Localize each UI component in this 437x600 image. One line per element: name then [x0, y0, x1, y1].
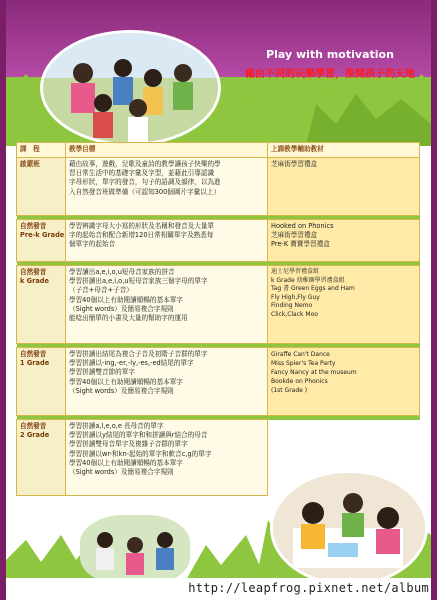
goals-cell: 學習辨識字母大小寫的形狀及名稱和發音及大量單 字的起始音和配合新增120日常相關單字及熟悉每 個單字的起始音: [66, 220, 268, 262]
classroom-photo-bottom-left: [80, 515, 190, 585]
table-row: [17, 158, 420, 216]
classroom-photo-top: [40, 30, 221, 146]
header-subtitle: 藉由不同的玩樂學習，推開孩子的天地: [245, 69, 415, 80]
goals-cell: 學習拼讀出結尾為複合子音及初階子音群的單字 學習拼讀以-ing,-er,-ly,-es,-ed結尾的單字 學習拼讀雙音節的單字 學習40個以上有助閱讀順暢的基本單字 （Sight words）及簡易複合字規則: [66, 348, 268, 416]
course-cell: 自然發音 2 Grade: [17, 420, 66, 496]
course-cell: 自然發音 Pre-k Grade: [17, 220, 66, 262]
materials-cell: 芝麻街學習禮盒: [268, 158, 420, 216]
table-header-row: [17, 143, 420, 158]
materials-cell: Giraffe Can't Dance Miss Spier's Tea Party Fancy Nancy at the museum Bookde on Phonics (1st Grade ): [268, 348, 420, 416]
classroom-photo-bottom-right: [270, 470, 428, 586]
goals-cell: 藉由故事，遊戲，兒歌及童詩的教學讓孩子快樂的學 習日常生活中的基礎字彙及字型，並藉此引導認識 字母形狀，單字的發音，句子的語調及韻律，以為進 入自然發音班做準備（可認知300個圖片字彙以上）: [66, 158, 268, 216]
header-course: 課 程: [17, 143, 66, 158]
course-cell: 啟蒙班: [17, 158, 66, 216]
table-row: [17, 220, 420, 262]
materials-cell: 迪士尼學習禮盒組 k Grade 幼稚園學習禮盒組 Tag 書 Green Eggs and Ham Fly High,Fly Guy Finding Nemo Click,Clack Moo: [268, 266, 420, 344]
course-cell: 自然發音 1 Grade: [17, 348, 66, 416]
curriculum-table: [16, 142, 420, 496]
table-row: [17, 266, 420, 344]
goals-cell: 學習讀出a,e,i,o,u短母音家族的拼音 學習拼讀出a,e,i,o,u短母音家族三個字母的單字 （子音+母音+子音） 學習40個以上有助閱讀順暢的基本單字 （Sight words）及簡易複合字規則 能唸出簡單的小書及大量的幫助字的運用: [66, 266, 268, 344]
header-materials: 上課教學輔助教材: [268, 143, 420, 158]
goals-cell: 學習拼讀a,I,e,o,e 長母音的單字 學習拼讀以y結尾的單字和和拼讀與r結合的母音 學習拼讀雙母音單字及複雜子音群的單字 學習拼讀以wr-和kn-起始的單字和軟音c,g的單字 學習40個以上有助閱讀順暢的基本單字 （Sight words）及簡易複合字規則: [66, 420, 268, 496]
header-goals: 教學目標: [66, 143, 268, 158]
album-url-link[interactable]: http://leapfrog.pixnet.net/album: [188, 581, 429, 595]
table-row: [17, 348, 420, 416]
course-cell: 自然發音 k Grade: [17, 266, 66, 344]
materials-cell: Hooked on Phonics 芝麻街學習禮盒 Pre-K 寶寶學習禮盒: [268, 220, 420, 262]
header-title: Play with motivation: [266, 48, 394, 61]
